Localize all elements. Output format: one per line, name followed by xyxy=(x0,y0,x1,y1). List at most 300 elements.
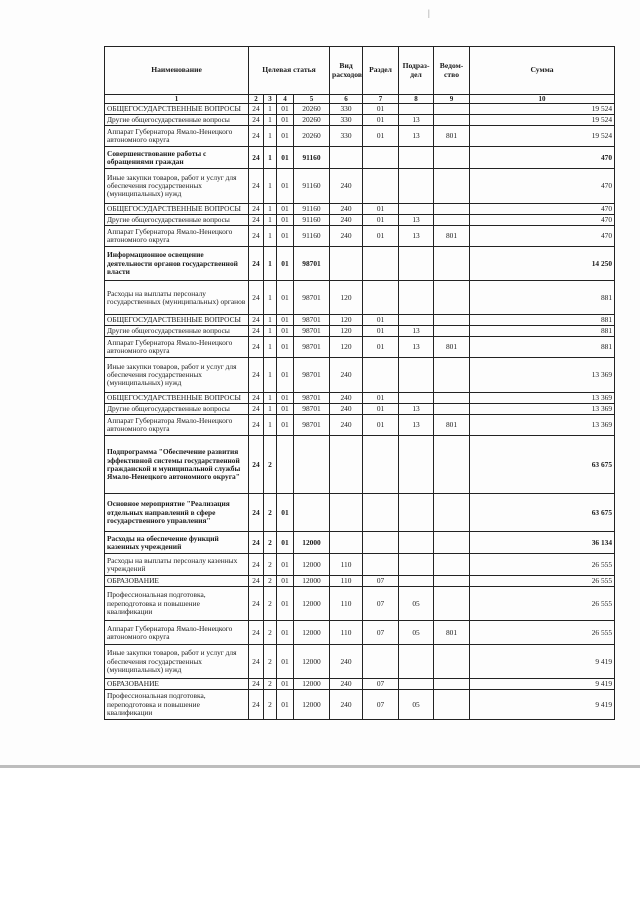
table-row xyxy=(105,679,615,690)
table-row xyxy=(105,393,615,404)
table-cell-program: 24 xyxy=(249,247,264,281)
table-cell-expense-type: 110 xyxy=(330,554,363,576)
table-row xyxy=(105,532,615,554)
table-cell-program: 24 xyxy=(249,115,264,126)
table-cell-direction: 20260 xyxy=(294,104,330,115)
table-cell-section xyxy=(363,281,399,315)
table-cell-program: 24 xyxy=(249,554,264,576)
table-cell-name: Профессиональная подготовка, переподготовка и повышение квалификации xyxy=(105,587,249,621)
table-cell-subsection: 13 xyxy=(399,115,434,126)
table-cell-expense-type: 120 xyxy=(330,326,363,337)
table-cell-name: Расходы на выплаты персоналу казенных учреждений xyxy=(105,554,249,576)
table-cell-section xyxy=(363,532,399,554)
column-number: 7 xyxy=(363,95,399,104)
table-cell-event: 01 xyxy=(277,326,294,337)
table-row xyxy=(105,436,615,494)
table-cell-name: Подпрограмма "Обеспечение развития эффективной системы государственной гражданской и муниципальной службы Ямало-Ненецкого автономного округа" xyxy=(105,436,249,494)
table-cell-direction: 91160 xyxy=(294,226,330,247)
table-cell-program: 24 xyxy=(249,690,264,720)
budget-table xyxy=(104,46,615,720)
column-number: 2 xyxy=(249,95,264,104)
table-cell-direction: 12000 xyxy=(294,576,330,587)
table-cell-event: 01 xyxy=(277,404,294,415)
table-cell-department xyxy=(434,215,470,226)
table-cell-event: 01 xyxy=(277,393,294,404)
table-cell-event: 01 xyxy=(277,215,294,226)
table-cell-event: 01 xyxy=(277,621,294,645)
table-cell-program: 24 xyxy=(249,104,264,115)
table-cell-event: 01 xyxy=(277,315,294,326)
table-cell-expense-type: 330 xyxy=(330,115,363,126)
table-cell-expense-type: 110 xyxy=(330,621,363,645)
table-cell-subprogram: 1 xyxy=(264,315,277,326)
header-expense-type: Вид расходов xyxy=(330,47,363,95)
column-number: 9 xyxy=(434,95,470,104)
table-row xyxy=(105,358,615,393)
table-cell-direction: 12000 xyxy=(294,621,330,645)
table-cell-name: Профессиональная подготовка, переподготовка и повышение квалификации xyxy=(105,690,249,720)
table-row xyxy=(105,415,615,436)
table-cell-subsection xyxy=(399,169,434,204)
table-row xyxy=(105,576,615,587)
table-cell-direction: 12000 xyxy=(294,645,330,679)
table-cell-program: 24 xyxy=(249,358,264,393)
table-cell-sum: 36 134 xyxy=(470,532,615,554)
table-cell-program: 24 xyxy=(249,204,264,215)
table-row xyxy=(105,281,615,315)
table-cell-sum: 26 555 xyxy=(470,576,615,587)
table-cell-section xyxy=(363,645,399,679)
table-cell-subsection xyxy=(399,645,434,679)
column-number-row xyxy=(105,95,615,104)
table-cell-name: Другие общегосударственные вопросы xyxy=(105,404,249,415)
table-cell-section xyxy=(363,169,399,204)
table-row xyxy=(105,554,615,576)
table-cell-event: 01 xyxy=(277,690,294,720)
table-cell-department xyxy=(434,645,470,679)
table-cell-direction: 12000 xyxy=(294,679,330,690)
table-cell-department: 801 xyxy=(434,621,470,645)
table-cell-expense-type: 330 xyxy=(330,126,363,147)
table-cell-program: 24 xyxy=(249,576,264,587)
table-cell-subsection: 05 xyxy=(399,587,434,621)
table-cell-section: 01 xyxy=(363,226,399,247)
table-cell-sum: 63 675 xyxy=(470,436,615,494)
table-row xyxy=(105,204,615,215)
table-cell-expense-type: 240 xyxy=(330,358,363,393)
table-cell-section xyxy=(363,247,399,281)
table-cell-expense-type: 240 xyxy=(330,404,363,415)
table-cell-section: 01 xyxy=(363,215,399,226)
table-cell-department xyxy=(434,115,470,126)
table-row xyxy=(105,326,615,337)
table-cell-name: Расходы на выплаты персоналу государственных (муниципальных) органов xyxy=(105,281,249,315)
table-cell-subprogram: 1 xyxy=(264,204,277,215)
table-cell-direction: 20260 xyxy=(294,115,330,126)
table-body xyxy=(105,104,615,720)
table-cell-subsection xyxy=(399,147,434,169)
table-cell-subsection xyxy=(399,554,434,576)
table-cell-section: 01 xyxy=(363,393,399,404)
table-cell-program: 24 xyxy=(249,436,264,494)
table-cell-name: Аппарат Губернатора Ямало-Ненецкого автономного округа xyxy=(105,226,249,247)
table-cell-section: 01 xyxy=(363,204,399,215)
table-cell-event: 01 xyxy=(277,645,294,679)
table-cell-name: Расходы на обеспечение функций казенных учреждений xyxy=(105,532,249,554)
table-cell-direction: 91160 xyxy=(294,204,330,215)
table-cell-section: 07 xyxy=(363,621,399,645)
table-cell-section: 01 xyxy=(363,126,399,147)
table-cell-sum: 881 xyxy=(470,281,615,315)
table-cell-name: Аппарат Губернатора Ямало-Ненецкого автономного округа xyxy=(105,337,249,358)
table-cell-name: ОБРАЗОВАНИЕ xyxy=(105,679,249,690)
table-cell-department xyxy=(434,281,470,315)
table-cell-subprogram: 1 xyxy=(264,147,277,169)
table-cell-department xyxy=(434,147,470,169)
table-cell-sum: 13 369 xyxy=(470,404,615,415)
table-cell-program: 24 xyxy=(249,415,264,436)
table-cell-subprogram: 2 xyxy=(264,621,277,645)
table-cell-direction xyxy=(294,494,330,532)
header-department: Ведом-ство xyxy=(434,47,470,95)
table-cell-program: 24 xyxy=(249,326,264,337)
header-sum: Сумма xyxy=(470,47,615,95)
table-cell-section xyxy=(363,358,399,393)
table-cell-sum: 63 675 xyxy=(470,494,615,532)
table-cell-section: 01 xyxy=(363,404,399,415)
table-cell-sum: 470 xyxy=(470,215,615,226)
table-cell-subsection: 13 xyxy=(399,326,434,337)
table-cell-sum: 19 524 xyxy=(470,104,615,115)
table-cell-program: 24 xyxy=(249,126,264,147)
table-cell-expense-type: 110 xyxy=(330,587,363,621)
table-cell-sum: 9 419 xyxy=(470,690,615,720)
table-cell-event: 01 xyxy=(277,679,294,690)
table-cell-name: ОБЩЕГОСУДАРСТВЕННЫЕ ВОПРОСЫ xyxy=(105,393,249,404)
table-cell-section xyxy=(363,436,399,494)
table-row xyxy=(105,587,615,621)
table-cell-subprogram: 2 xyxy=(264,532,277,554)
table-cell-event: 01 xyxy=(277,554,294,576)
column-number: 3 xyxy=(264,95,277,104)
table-cell-subprogram: 1 xyxy=(264,104,277,115)
table-cell-subprogram: 1 xyxy=(264,337,277,358)
table-cell-program: 24 xyxy=(249,315,264,326)
table-cell-subprogram: 1 xyxy=(264,115,277,126)
table-cell-event: 01 xyxy=(277,147,294,169)
table-cell-direction: 98701 xyxy=(294,247,330,281)
table-cell-sum: 9 419 xyxy=(470,679,615,690)
table-cell-direction: 12000 xyxy=(294,690,330,720)
table-cell-sum: 470 xyxy=(470,204,615,215)
table-cell-event xyxy=(277,436,294,494)
table-cell-department: 801 xyxy=(434,126,470,147)
table-cell-event: 01 xyxy=(277,576,294,587)
table-row xyxy=(105,104,615,115)
table-cell-event: 01 xyxy=(277,587,294,621)
table-cell-subsection xyxy=(399,281,434,315)
table-cell-section: 01 xyxy=(363,415,399,436)
table-cell-event: 01 xyxy=(277,494,294,532)
table-cell-department: 801 xyxy=(434,415,470,436)
table-row xyxy=(105,621,615,645)
table-cell-program: 24 xyxy=(249,494,264,532)
table-cell-expense-type xyxy=(330,147,363,169)
table-cell-department: 801 xyxy=(434,337,470,358)
table-cell-name: Иные закупки товаров, работ и услуг для обеспечения государственных (муниципальных) нужд xyxy=(105,358,249,393)
table-cell-program: 24 xyxy=(249,532,264,554)
table-cell-name: Аппарат Губернатора Ямало-Ненецкого автономного округа xyxy=(105,415,249,436)
table-cell-sum: 19 524 xyxy=(470,126,615,147)
table-cell-section: 07 xyxy=(363,587,399,621)
table-row xyxy=(105,494,615,532)
table-cell-subprogram: 1 xyxy=(264,247,277,281)
table-cell-section: 01 xyxy=(363,115,399,126)
table-cell-subprogram: 2 xyxy=(264,576,277,587)
table-cell-sum: 13 369 xyxy=(470,358,615,393)
table-cell-department xyxy=(434,494,470,532)
column-number: 4 xyxy=(277,95,294,104)
column-number: 5 xyxy=(294,95,330,104)
table-cell-sum: 470 xyxy=(470,147,615,169)
table-cell-program: 24 xyxy=(249,226,264,247)
table-cell-subsection xyxy=(399,104,434,115)
table-cell-event: 01 xyxy=(277,337,294,358)
table-cell-expense-type: 330 xyxy=(330,104,363,115)
table-cell-sum: 26 555 xyxy=(470,554,615,576)
table-cell-program: 24 xyxy=(249,645,264,679)
table-row xyxy=(105,337,615,358)
header-target-article: Целевая статья xyxy=(249,47,330,95)
table-cell-name: ОБЩЕГОСУДАРСТВЕННЫЕ ВОПРОСЫ xyxy=(105,315,249,326)
table-cell-name: ОБЩЕГОСУДАРСТВЕННЫЕ ВОПРОСЫ xyxy=(105,104,249,115)
table-cell-direction: 98701 xyxy=(294,326,330,337)
table-cell-name: Другие общегосударственные вопросы xyxy=(105,326,249,337)
table-cell-expense-type: 240 xyxy=(330,226,363,247)
table-cell-event: 01 xyxy=(277,415,294,436)
table-cell-subsection xyxy=(399,679,434,690)
table-cell-direction: 91160 xyxy=(294,169,330,204)
table-cell-sum: 470 xyxy=(470,169,615,204)
table-cell-subsection: 13 xyxy=(399,404,434,415)
table-cell-department xyxy=(434,358,470,393)
table-cell-department xyxy=(434,104,470,115)
table-cell-name: Другие общегосударственные вопросы xyxy=(105,215,249,226)
table-cell-department xyxy=(434,576,470,587)
table-cell-program: 24 xyxy=(249,679,264,690)
table-cell-direction: 98701 xyxy=(294,393,330,404)
table-cell-direction: 12000 xyxy=(294,587,330,621)
table-cell-subsection: 13 xyxy=(399,337,434,358)
table-cell-subprogram: 2 xyxy=(264,436,277,494)
table-cell-expense-type: 120 xyxy=(330,315,363,326)
table-cell-direction xyxy=(294,436,330,494)
table-cell-expense-type: 240 xyxy=(330,215,363,226)
table-cell-subprogram: 1 xyxy=(264,281,277,315)
table-cell-name: Аппарат Губернатора Ямало-Ненецкого автономного округа xyxy=(105,621,249,645)
table-cell-section: 07 xyxy=(363,690,399,720)
table-row xyxy=(105,690,615,720)
table-cell-department xyxy=(434,315,470,326)
table-cell-subprogram: 1 xyxy=(264,415,277,436)
table-row xyxy=(105,115,615,126)
table-cell-sum: 881 xyxy=(470,315,615,326)
table-cell-sum: 26 555 xyxy=(470,587,615,621)
table-cell-section: 07 xyxy=(363,679,399,690)
table-cell-expense-type: 120 xyxy=(330,337,363,358)
table-row xyxy=(105,315,615,326)
table-cell-subsection: 05 xyxy=(399,690,434,720)
table-cell-event: 01 xyxy=(277,169,294,204)
table-cell-subsection xyxy=(399,247,434,281)
table-cell-section: 01 xyxy=(363,315,399,326)
table-cell-direction: 91160 xyxy=(294,215,330,226)
table-cell-subsection: 13 xyxy=(399,215,434,226)
table-cell-program: 24 xyxy=(249,169,264,204)
table-cell-department: 801 xyxy=(434,226,470,247)
table-cell-event: 01 xyxy=(277,126,294,147)
table-cell-subprogram: 2 xyxy=(264,587,277,621)
table-cell-department xyxy=(434,404,470,415)
table-cell-department xyxy=(434,587,470,621)
table-cell-subprogram: 1 xyxy=(264,358,277,393)
table-cell-event: 01 xyxy=(277,204,294,215)
table-cell-department xyxy=(434,204,470,215)
table-cell-sum: 9 419 xyxy=(470,645,615,679)
table-row xyxy=(105,645,615,679)
table-row xyxy=(105,215,615,226)
table-cell-subsection: 05 xyxy=(399,621,434,645)
column-number: 6 xyxy=(330,95,363,104)
table-cell-direction: 98701 xyxy=(294,404,330,415)
table-cell-subprogram: 1 xyxy=(264,226,277,247)
table-cell-section xyxy=(363,494,399,532)
header-subsection: Подраз-дел xyxy=(399,47,434,95)
column-number: 10 xyxy=(470,95,615,104)
table-row xyxy=(105,247,615,281)
table-cell-direction: 91160 xyxy=(294,147,330,169)
table-cell-direction: 12000 xyxy=(294,532,330,554)
table-cell-event: 01 xyxy=(277,226,294,247)
table-cell-program: 24 xyxy=(249,587,264,621)
table-cell-name: Иные закупки товаров, работ и услуг для обеспечения государственных (муниципальных) нужд xyxy=(105,169,249,204)
table-cell-section: 01 xyxy=(363,326,399,337)
table-cell-event: 01 xyxy=(277,358,294,393)
table-cell-expense-type: 240 xyxy=(330,645,363,679)
table-cell-department xyxy=(434,436,470,494)
table-cell-subsection xyxy=(399,576,434,587)
table-cell-name: Информационное освещение деятельности органов государственной власти xyxy=(105,247,249,281)
table-cell-name: Иные закупки товаров, работ и услуг для обеспечения государственных (муниципальных) нужд xyxy=(105,645,249,679)
table-cell-direction: 98701 xyxy=(294,315,330,326)
table-cell-expense-type: 240 xyxy=(330,415,363,436)
table-row xyxy=(105,169,615,204)
table-cell-expense-type: 240 xyxy=(330,679,363,690)
table-row xyxy=(105,126,615,147)
table-cell-department xyxy=(434,690,470,720)
table-cell-expense-type xyxy=(330,436,363,494)
table-cell-event: 01 xyxy=(277,532,294,554)
table-cell-department xyxy=(434,554,470,576)
table-cell-expense-type: 240 xyxy=(330,204,363,215)
table-cell-subprogram: 1 xyxy=(264,169,277,204)
table-cell-subsection xyxy=(399,358,434,393)
table-cell-name: Основное мероприятие "Реализация отдельных направлений в сфере государственного управления" xyxy=(105,494,249,532)
table-cell-department xyxy=(434,326,470,337)
column-number: 8 xyxy=(399,95,434,104)
table-cell-subsection xyxy=(399,532,434,554)
table-cell-name: ОБЩЕГОСУДАРСТВЕННЫЕ ВОПРОСЫ xyxy=(105,204,249,215)
table-cell-department xyxy=(434,393,470,404)
table-cell-direction: 98701 xyxy=(294,337,330,358)
table-cell-sum: 14 250 xyxy=(470,247,615,281)
table-cell-program: 24 xyxy=(249,404,264,415)
table-cell-subsection xyxy=(399,436,434,494)
table-cell-subsection xyxy=(399,393,434,404)
table-cell-department xyxy=(434,532,470,554)
table-cell-expense-type xyxy=(330,532,363,554)
table-cell-event: 01 xyxy=(277,247,294,281)
table-cell-sum: 19 524 xyxy=(470,115,615,126)
table-cell-direction: 98701 xyxy=(294,415,330,436)
table-cell-program: 24 xyxy=(249,393,264,404)
page-edge xyxy=(0,765,640,768)
table-cell-sum: 881 xyxy=(470,337,615,358)
table-cell-expense-type: 240 xyxy=(330,690,363,720)
table-cell-expense-type: 110 xyxy=(330,576,363,587)
table-cell-expense-type: 240 xyxy=(330,169,363,204)
table-cell-event: 01 xyxy=(277,104,294,115)
table-cell-expense-type: 240 xyxy=(330,393,363,404)
table-cell-program: 24 xyxy=(249,147,264,169)
table-cell-subsection xyxy=(399,204,434,215)
table-cell-subprogram: 1 xyxy=(264,126,277,147)
table-row xyxy=(105,404,615,415)
table-cell-subprogram: 2 xyxy=(264,554,277,576)
table-cell-section xyxy=(363,554,399,576)
table-cell-subsection xyxy=(399,315,434,326)
table-cell-direction: 98701 xyxy=(294,358,330,393)
table-cell-event: 01 xyxy=(277,281,294,315)
table-cell-subsection: 13 xyxy=(399,226,434,247)
table-cell-program: 24 xyxy=(249,621,264,645)
table-cell-section: 01 xyxy=(363,337,399,358)
table-cell-name: ОБРАЗОВАНИЕ xyxy=(105,576,249,587)
table-cell-name: Совершенствование работы с обращениями граждан xyxy=(105,147,249,169)
table-cell-subsection: 13 xyxy=(399,415,434,436)
table-cell-subprogram: 2 xyxy=(264,645,277,679)
table-cell-name: Аппарат Губернатора Ямало-Ненецкого автономного округа xyxy=(105,126,249,147)
scan-mark: | xyxy=(428,8,430,18)
header-section: Раздел xyxy=(363,47,399,95)
table-cell-event: 01 xyxy=(277,115,294,126)
table-cell-program: 24 xyxy=(249,215,264,226)
table-cell-expense-type: 120 xyxy=(330,281,363,315)
table-cell-subprogram: 1 xyxy=(264,215,277,226)
column-number: 1 xyxy=(105,95,249,104)
table-cell-section: 01 xyxy=(363,104,399,115)
table-cell-subprogram: 2 xyxy=(264,494,277,532)
table-cell-subprogram: 2 xyxy=(264,690,277,720)
table-cell-department xyxy=(434,247,470,281)
table-cell-sum: 13 369 xyxy=(470,415,615,436)
table-cell-subprogram: 1 xyxy=(264,404,277,415)
table-cell-subprogram: 2 xyxy=(264,679,277,690)
table-cell-subprogram: 1 xyxy=(264,393,277,404)
table-row xyxy=(105,226,615,247)
table-cell-department xyxy=(434,169,470,204)
table-row xyxy=(105,147,615,169)
